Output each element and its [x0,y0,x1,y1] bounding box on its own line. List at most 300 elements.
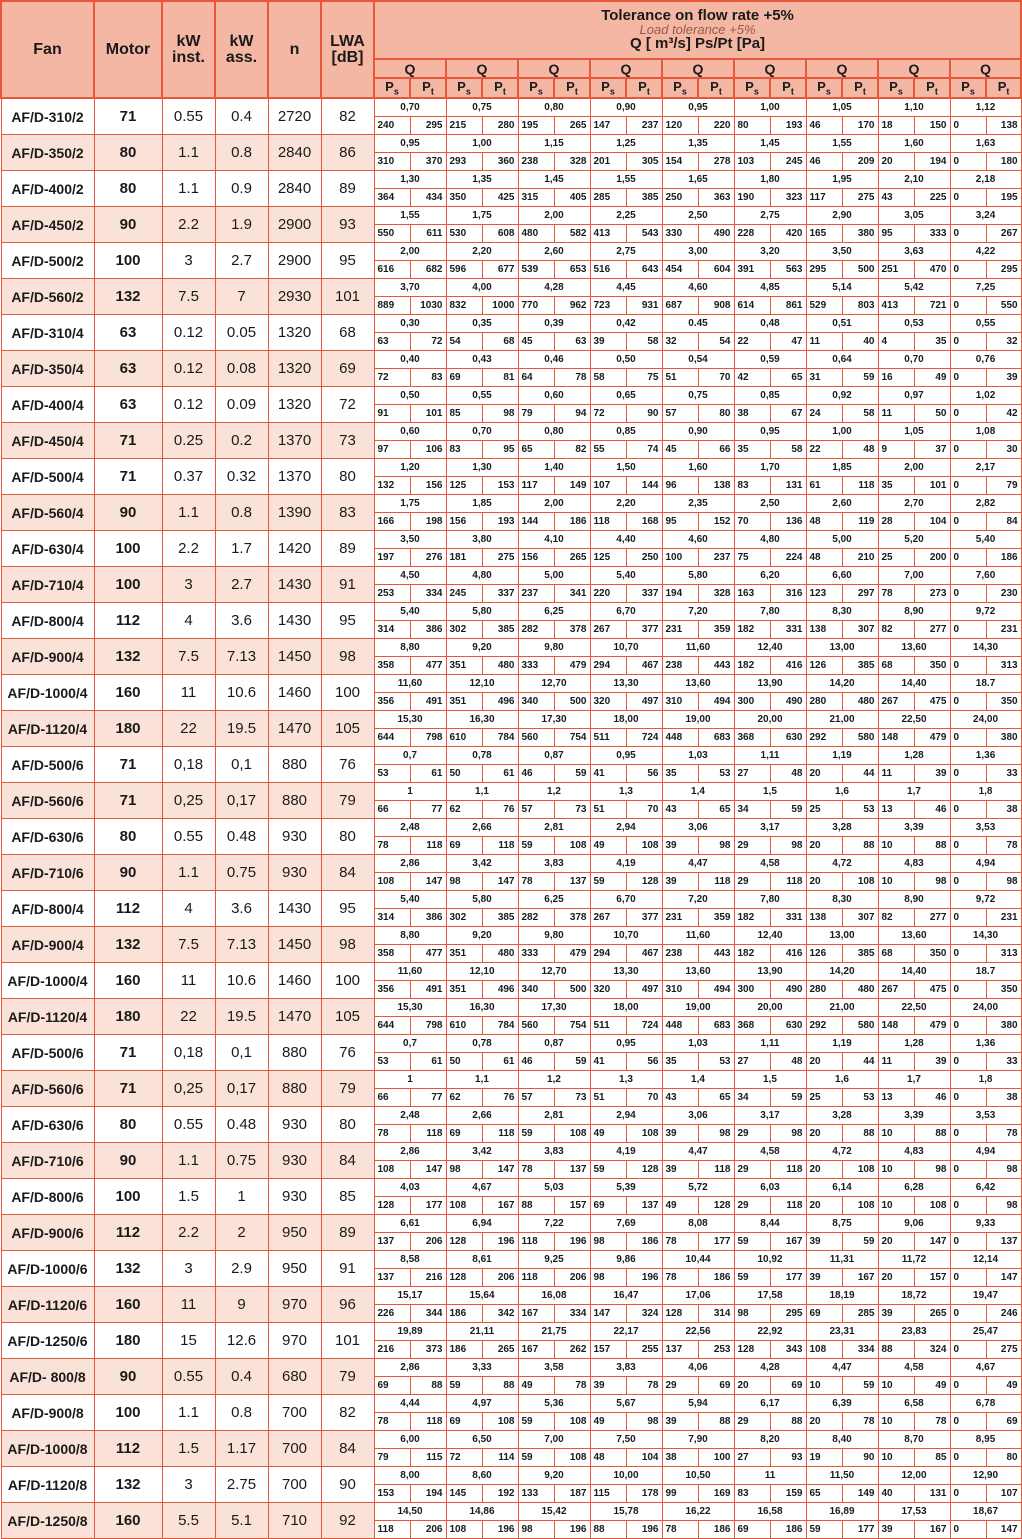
flow-rate: 8,58 [374,1251,446,1269]
table-row [1,783,1021,801]
sound-power: 100 [321,963,374,999]
tolerance-header [374,1,1021,59]
static-pressure: 282 [518,621,554,639]
static-pressure: 413 [590,225,626,243]
static-pressure: 59 [806,1521,842,1539]
total-pressure: 187 [554,1485,590,1503]
flow-rate: 4,44 [374,1395,446,1413]
total-pressure: 33 [986,1053,1021,1071]
table-row [1,1359,1021,1377]
static-pressure: 69 [446,369,482,387]
rpm: 1470 [268,711,321,747]
flow-rate: 2,50 [662,207,734,225]
flow-rate: 9,33 [950,1215,1021,1233]
total-pressure: 58 [842,405,878,423]
static-pressure: 49 [590,1125,626,1143]
total-pressure: 350 [914,945,950,963]
fan-model: AF/D-1250/8 [1,1503,94,1539]
kw-absorbed: 2.7 [215,243,268,279]
total-pressure: 721 [914,297,950,315]
ps-header [518,78,554,98]
flow-rate: 0,95 [590,747,662,765]
flow-rate: 1,1 [446,783,518,801]
static-pressure: 80 [734,117,770,135]
kw-ass-line1: kW [229,32,254,50]
static-pressure: 78 [374,1413,410,1431]
flow-rate: 3,39 [878,1107,950,1125]
total-pressure: 265 [914,1305,950,1323]
static-pressure: 250 [662,189,698,207]
table-row [1,98,1021,117]
flow-rate: 0,95 [590,1035,662,1053]
flow-rate: 7,25 [950,279,1021,297]
total-pressure: 169 [698,1485,734,1503]
rpm: 1430 [268,891,321,927]
ps-header [446,78,482,98]
flow-rate: 1,45 [734,135,806,153]
total-pressure: 475 [914,981,950,999]
total-pressure: 230 [986,585,1021,603]
motor-size: 63 [94,387,162,423]
static-pressure: 267 [878,981,914,999]
total-pressure: 425 [482,189,518,207]
flow-rate: 21,00 [806,711,878,729]
fan-model: AF/D-500/2 [1,243,94,279]
ps-label: P [889,79,898,95]
flow-rate: 0,54 [662,351,734,369]
total-pressure: 209 [842,153,878,171]
flow-rate: 1,03 [662,747,734,765]
total-pressure: 784 [482,729,518,747]
flow-rate: 0,90 [662,423,734,441]
flow-rate: 10,50 [662,1467,734,1485]
total-pressure: 754 [554,729,590,747]
motor-size: 90 [94,1143,162,1179]
static-pressure: 72 [590,405,626,423]
flow-rate: 17,58 [734,1287,806,1305]
sound-power: 68 [321,315,374,351]
flow-rate: 15,42 [518,1503,590,1521]
static-pressure: 49 [590,1413,626,1431]
flow-rate: 18.7 [950,963,1021,981]
table-row [1,423,1021,441]
sound-power: 80 [321,819,374,855]
units-label: Q [ m³/s] Ps/Pt [Pa] [630,35,766,52]
total-pressure: 58 [626,333,662,351]
total-pressure: 186 [698,1521,734,1539]
static-pressure: 596 [446,261,482,279]
rpm: 1320 [268,315,321,351]
motor-size: 100 [94,243,162,279]
static-pressure: 368 [734,729,770,747]
static-pressure: 128 [374,1197,410,1215]
motor-size: 71 [94,459,162,495]
static-pressure: 282 [518,909,554,927]
static-pressure: 88 [518,1197,554,1215]
total-pressure: 196 [554,1521,590,1539]
static-pressure: 165 [806,225,842,243]
static-pressure: 88 [590,1521,626,1539]
total-pressure: 563 [770,261,806,279]
flow-rate: 3,24 [950,207,1021,225]
static-pressure: 120 [662,117,698,135]
static-pressure: 0 [950,513,986,531]
flow-rate: 0,65 [590,387,662,405]
total-pressure: 147 [986,1269,1021,1287]
static-pressure: 0 [950,153,986,171]
fan-table-body [1,98,1021,1539]
rpm: 880 [268,783,321,819]
flow-rate: 1,55 [806,135,878,153]
sound-power: 96 [321,1287,374,1323]
total-pressure: 477 [410,657,446,675]
total-pressure: 79 [986,477,1021,495]
total-pressure: 328 [554,153,590,171]
flow-rate: 16,89 [806,1503,878,1521]
flow-rate: 6,61 [374,1215,446,1233]
total-pressure: 98 [698,837,734,855]
flow-rate: 13,30 [590,675,662,693]
flow-rate: 15,78 [590,1503,662,1521]
total-pressure: 40 [842,333,878,351]
static-pressure: 125 [446,477,482,495]
static-pressure: 43 [878,189,914,207]
total-pressure: 54 [698,333,734,351]
total-pressure: 196 [626,1521,662,1539]
static-pressure: 147 [590,1305,626,1323]
static-pressure: 69 [446,1125,482,1143]
motor-size: 71 [94,783,162,819]
table-row [1,1395,1021,1413]
static-pressure: 98 [734,1305,770,1323]
total-pressure: 344 [410,1305,446,1323]
static-pressure: 0 [950,1053,986,1071]
col-header-n: n [268,1,321,98]
flow-rate: 3,33 [446,1359,518,1377]
total-pressure: 157 [914,1269,950,1287]
static-pressure: 0 [950,333,986,351]
static-pressure: 310 [662,693,698,711]
total-pressure: 908 [698,297,734,315]
flow-rate: 1,85 [806,459,878,477]
total-pressure: 385 [482,621,518,639]
kw-absorbed: 1.17 [215,1431,268,1467]
total-pressure: 275 [482,549,518,567]
static-pressure: 20 [734,1377,770,1395]
motor-size: 112 [94,1431,162,1467]
flow-rate: 4,85 [734,279,806,297]
static-pressure: 0 [950,981,986,999]
fan-model: AF/D-630/4 [1,531,94,567]
flow-rate: 6,42 [950,1179,1021,1197]
static-pressure: 237 [518,585,554,603]
static-pressure: 11 [878,1053,914,1071]
kw-absorbed: 0,1 [215,747,268,783]
sound-power: 86 [321,135,374,171]
pt-label: P [710,79,719,95]
flow-rate: 0,55 [950,315,1021,333]
total-pressure: 386 [410,621,446,639]
flow-rate: 1,50 [590,459,662,477]
flow-rate: 4,58 [734,1143,806,1161]
motor-size: 100 [94,1179,162,1215]
static-pressure: 300 [734,981,770,999]
total-pressure: 46 [914,1089,950,1107]
static-pressure: 294 [590,945,626,963]
total-pressure: 78 [986,1125,1021,1143]
total-pressure: 467 [626,657,662,675]
total-pressure: 78 [842,1413,878,1431]
kw-installed: 11 [162,963,215,999]
static-pressure: 95 [878,225,914,243]
q-header: Q [950,59,1021,78]
rpm: 2900 [268,207,321,243]
total-pressure: 186 [554,513,590,531]
ps-label: P [961,79,970,95]
total-pressure: 196 [482,1233,518,1251]
static-pressure: 27 [734,1449,770,1467]
static-pressure: 59 [734,1233,770,1251]
kw-absorbed: 0.8 [215,495,268,531]
total-pressure: 81 [482,369,518,387]
total-pressure: 380 [986,729,1021,747]
total-pressure: 147 [914,1233,950,1251]
kw-absorbed: 19.5 [215,711,268,747]
flow-rate: 4,47 [806,1359,878,1377]
tolerance-subtitle: Load tolerance +5% [639,22,756,37]
total-pressure: 420 [770,225,806,243]
sound-power: 101 [321,279,374,315]
flow-rate: 7,80 [734,891,806,909]
flow-rate: 1,8 [950,783,1021,801]
pt-subscript: t [502,86,506,97]
total-pressure: 177 [842,1521,878,1539]
q-header: Q [806,59,878,78]
total-pressure: 118 [698,1161,734,1179]
static-pressure: 59 [518,1125,554,1143]
static-pressure: 616 [374,261,410,279]
static-pressure: 300 [734,693,770,711]
total-pressure: 280 [482,117,518,135]
kw-installed: 5.5 [162,1503,215,1539]
flow-rate: 0,48 [734,315,806,333]
static-pressure: 156 [518,549,554,567]
kw-installed: 0.55 [162,98,215,135]
table-row [1,675,1021,693]
flow-rate: 23,83 [878,1323,950,1341]
kw-absorbed: 0,1 [215,1035,268,1071]
total-pressure: 334 [842,1341,878,1359]
flow-rate: 14,20 [806,675,878,693]
rpm: 930 [268,1179,321,1215]
static-pressure: 128 [446,1233,482,1251]
kw-installed: 1.1 [162,1143,215,1179]
table-row [1,639,1021,657]
total-pressure: 119 [842,513,878,531]
total-pressure: 49 [914,1377,950,1395]
flow-rate: 0,87 [518,1035,590,1053]
table-row [1,171,1021,189]
static-pressure: 51 [590,1089,626,1107]
flow-rate: 12,00 [878,1467,950,1485]
pt-subscript: t [646,86,650,97]
total-pressure: 200 [914,549,950,567]
static-pressure: 238 [662,945,698,963]
total-pressure: 75 [626,369,662,387]
total-pressure: 195 [986,189,1021,207]
lwa-line1: LWA [330,32,365,50]
static-pressure: 32 [662,333,698,351]
flow-rate: 17,30 [518,711,590,729]
sound-power: 91 [321,567,374,603]
static-pressure: 118 [590,513,626,531]
total-pressure: 98 [482,405,518,423]
static-pressure: 108 [374,873,410,891]
flow-rate: 1,15 [518,135,590,153]
total-pressure: 82 [554,441,590,459]
total-pressure: 265 [554,117,590,135]
total-pressure: 44 [842,1053,878,1071]
pt-label: P [997,79,1007,95]
fan-model: AF/D-710/4 [1,567,94,603]
fan-model: AF/D-630/6 [1,819,94,855]
total-pressure: 295 [770,1305,806,1323]
total-pressure: 167 [770,1233,806,1251]
flow-rate: 4,67 [950,1359,1021,1377]
static-pressure: 98 [446,873,482,891]
flow-rate: 6,39 [806,1395,878,1413]
kw-absorbed: 0.2 [215,423,268,459]
static-pressure: 20 [878,1269,914,1287]
flow-rate: 0,60 [518,387,590,405]
kw-absorbed: 10.6 [215,675,268,711]
flow-rate: 5,39 [590,1179,662,1197]
total-pressure: 56 [626,765,662,783]
sound-power: 105 [321,999,374,1035]
total-pressure: 88 [770,1413,806,1431]
total-pressure: 630 [770,729,806,747]
motor-size: 100 [94,567,162,603]
kw-installed: 1.5 [162,1431,215,1467]
motor-size: 63 [94,351,162,387]
static-pressure: 39 [878,1521,914,1539]
fan-model: AF/D-1000/4 [1,963,94,999]
total-pressure: 49 [914,369,950,387]
static-pressure: 51 [662,369,698,387]
static-pressure: 539 [518,261,554,279]
static-pressure: 0 [950,837,986,855]
flow-rate: 1,19 [806,747,878,765]
flow-rate: 12,14 [950,1251,1021,1269]
total-pressure: 470 [914,261,950,279]
flow-rate: 1,55 [374,207,446,225]
flow-rate: 1,2 [518,1071,590,1089]
static-pressure: 0 [950,1305,986,1323]
total-pressure: 104 [626,1449,662,1467]
static-pressure: 351 [446,945,482,963]
flow-rate: 2,81 [518,1107,590,1125]
static-pressure: 69 [734,1521,770,1539]
total-pressure: 324 [626,1305,662,1323]
total-pressure: 275 [986,1341,1021,1359]
static-pressure: 10 [878,837,914,855]
static-pressure: 16 [878,369,914,387]
static-pressure: 610 [446,1017,482,1035]
static-pressure: 687 [662,297,698,315]
static-pressure: 0 [950,1413,986,1431]
static-pressure: 10 [878,1449,914,1467]
total-pressure: 500 [554,981,590,999]
static-pressure: 167 [518,1305,554,1323]
total-pressure: 198 [410,513,446,531]
flow-rate: 2,94 [590,819,662,837]
motor-size: 132 [94,1251,162,1287]
flow-rate: 3,39 [878,819,950,837]
total-pressure: 53 [842,1089,878,1107]
flow-rate: 19,47 [950,1287,1021,1305]
static-pressure: 98 [518,1521,554,1539]
static-pressure: 560 [518,729,554,747]
flow-rate: 13,00 [806,927,878,945]
total-pressure: 231 [986,621,1021,639]
flow-rate: 5,42 [878,279,950,297]
flow-rate: 20,00 [734,999,806,1017]
total-pressure: 69 [770,1377,806,1395]
table-row [1,1107,1021,1125]
static-pressure: 39 [662,1161,698,1179]
table-row [1,459,1021,477]
ps-subscript: s [681,86,687,97]
sound-power: 79 [321,1071,374,1107]
total-pressure: 100 [698,1449,734,1467]
static-pressure: 20 [878,153,914,171]
total-pressure: 49 [986,1377,1021,1395]
flow-rate: 2,20 [446,243,518,261]
kw-absorbed: 7.13 [215,639,268,675]
static-pressure: 448 [662,1017,698,1035]
flow-rate: 1,6 [806,783,878,801]
flow-rate: 4,72 [806,855,878,873]
flow-rate: 9,20 [518,1467,590,1485]
total-pressure: 803 [842,297,878,315]
kw-installed: 0,25 [162,783,215,819]
static-pressure: 128 [734,1341,770,1359]
static-pressure: 39 [662,837,698,855]
total-pressure: 69 [698,1377,734,1395]
total-pressure: 682 [410,261,446,279]
total-pressure: 118 [698,873,734,891]
total-pressure: 297 [842,585,878,603]
total-pressure: 643 [626,261,662,279]
total-pressure: 137 [554,1161,590,1179]
static-pressure: 770 [518,297,554,315]
flow-rate: 4,40 [590,531,662,549]
static-pressure: 292 [806,1017,842,1035]
ps-header [878,78,914,98]
static-pressure: 0 [950,765,986,783]
total-pressure: 231 [986,909,1021,927]
fan-model: AF/D-400/2 [1,171,94,207]
static-pressure: 20 [806,1161,842,1179]
flow-rate: 8,80 [374,927,446,945]
flow-rate: 2,81 [518,819,590,837]
total-pressure: 276 [410,549,446,567]
total-pressure: 63 [554,333,590,351]
static-pressure: 39 [662,873,698,891]
static-pressure: 39 [806,1233,842,1251]
flow-rate: 4,94 [950,855,1021,873]
motor-size: 160 [94,1287,162,1323]
